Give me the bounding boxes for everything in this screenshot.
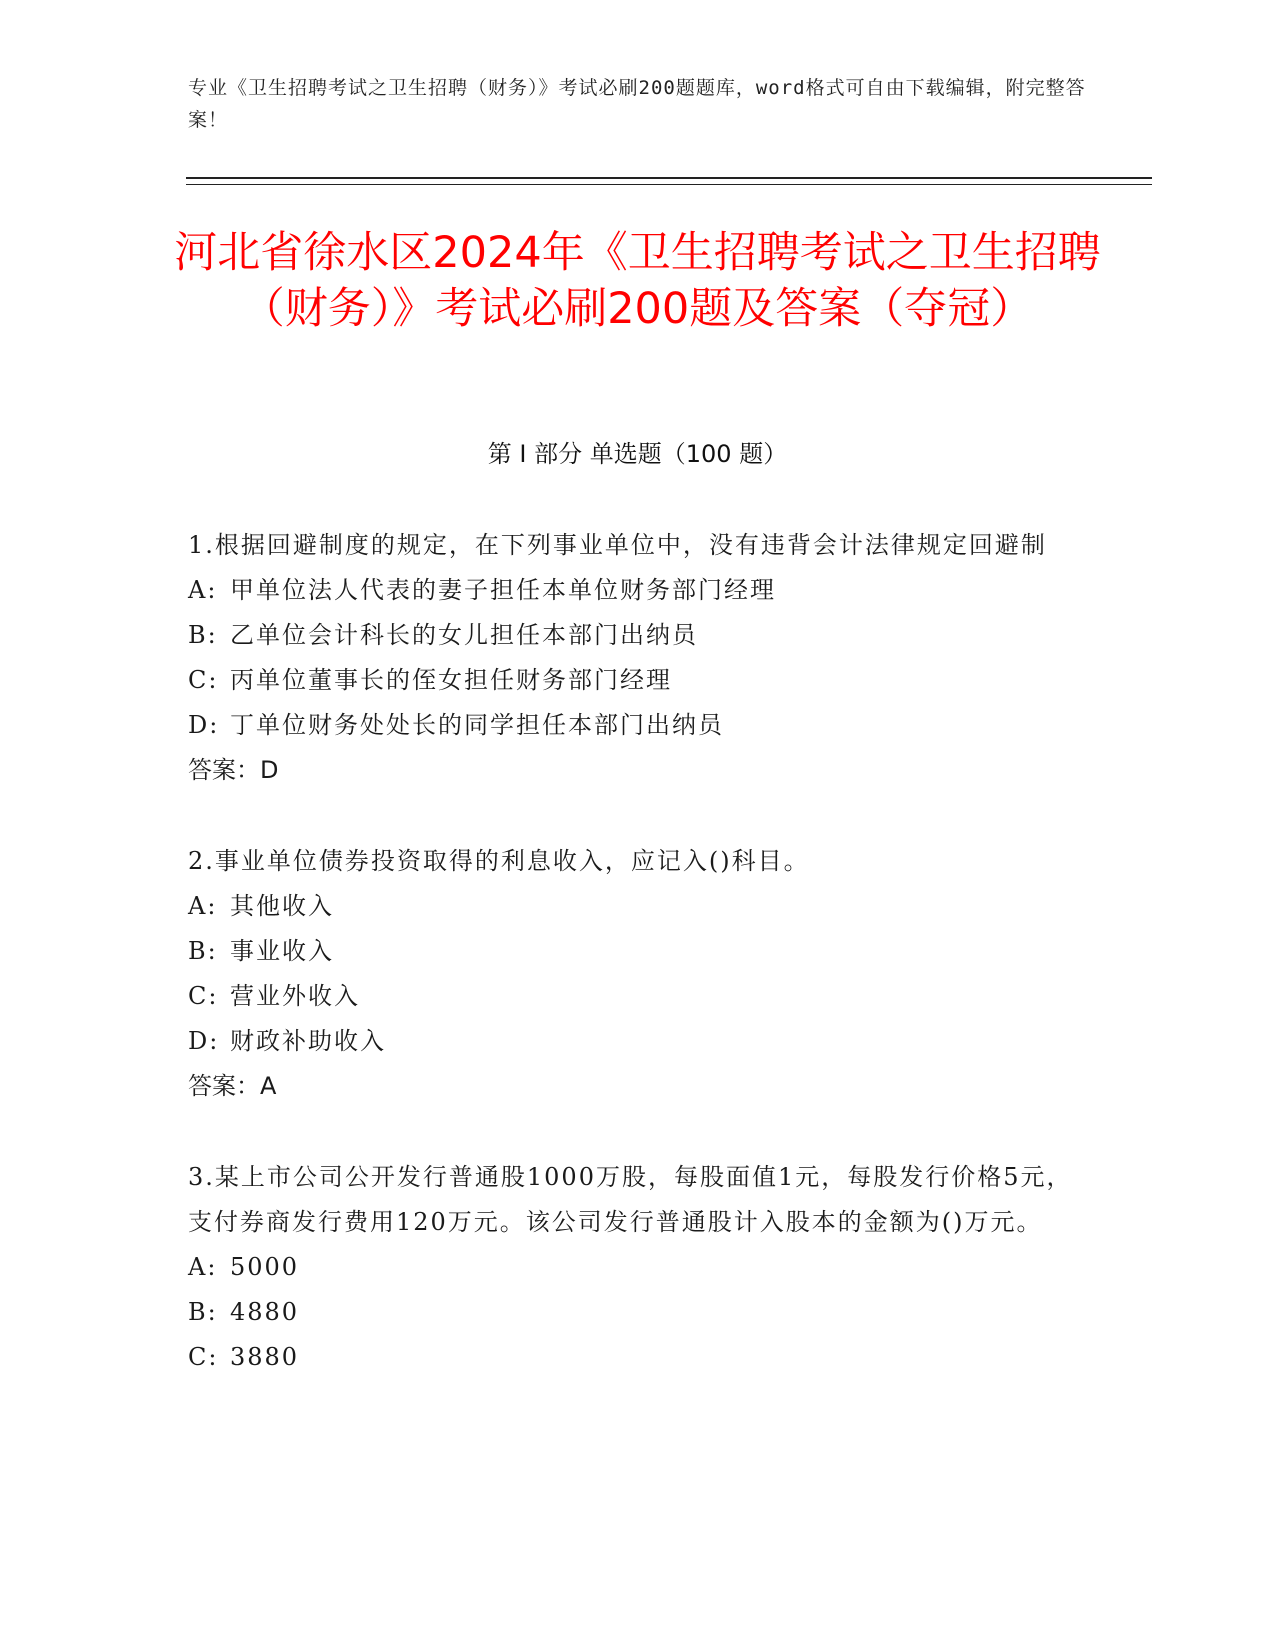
option-letter: C: <box>188 1343 219 1371</box>
question-stem: 1.根据回避制度的规定，在下列事业单位中，没有违背会计法律规定回避制 <box>188 531 1047 559</box>
option-text: 4880 <box>230 1298 300 1326</box>
option-a <box>188 884 1088 929</box>
option-letter: A: <box>188 1253 218 1281</box>
option-text: 丙单位董事长的侄女担任财务部门经理 <box>230 666 672 694</box>
option-text: 5000 <box>230 1253 300 1281</box>
option-b <box>188 929 1088 974</box>
option-text: 丁单位财务处处长的同学担任本部门出纳员 <box>230 711 724 739</box>
option-letter: B: <box>188 1298 218 1326</box>
option-letter: A: <box>188 892 218 920</box>
option-letter: D: <box>188 711 220 739</box>
option-d <box>188 1019 1088 1064</box>
option-a <box>188 568 1088 613</box>
option-c <box>188 1335 1088 1380</box>
option-text: 营业外收入 <box>230 982 360 1010</box>
answer: 答案：D <box>188 756 279 784</box>
answer: 答案：A <box>188 1072 277 1100</box>
section-heading: 第 I 部分 单选题（100 题） <box>487 440 788 468</box>
question-2 <box>188 839 1088 1109</box>
question-stem: 2.事业单位债券投资取得的利息收入，应记入()科目。 <box>188 847 810 875</box>
option-c <box>188 974 1088 1019</box>
option-text: 事业收入 <box>230 937 334 965</box>
option-letter: C: <box>188 666 219 694</box>
document-title: 河北省徐水区2024年《卫生招聘考试之卫生招聘（财务）》考试必刷200题及答案（夺冠） <box>174 228 1101 334</box>
header-note: 专业《卫生招聘考试之卫生招聘（财务）》考试必刷200题题库，word格式可自由下载编辑，附完整答案！ <box>188 77 1086 131</box>
option-text: 其他收入 <box>230 892 334 920</box>
option-a <box>188 1245 1088 1290</box>
option-letter: D: <box>188 1027 220 1055</box>
option-b <box>188 1290 1088 1335</box>
question-stem: 3.某上市公司公开发行普通股1000万股，每股面值1元，每股发行价格5元，支付券商发行费用120万元。该公司发行普通股计入股本的金额为()万元。 <box>188 1163 1073 1236</box>
option-text: 3880 <box>230 1343 300 1371</box>
header-rule-thin <box>186 184 1152 185</box>
option-text: 财政补助收入 <box>230 1027 386 1055</box>
option-letter: A: <box>188 576 218 604</box>
option-c <box>188 658 1088 703</box>
header-rule-thick <box>186 177 1152 179</box>
option-d <box>188 703 1088 748</box>
question-3 <box>188 1155 1088 1380</box>
option-letter: B: <box>188 937 218 965</box>
option-text: 甲单位法人代表的妻子担任本单位财务部门经理 <box>230 576 776 604</box>
option-b <box>188 613 1088 658</box>
question-1 <box>188 523 1088 793</box>
option-letter: B: <box>188 621 218 649</box>
question-list <box>188 523 1088 1426</box>
option-text: 乙单位会计科长的女儿担任本部门出纳员 <box>230 621 698 649</box>
option-letter: C: <box>188 982 219 1010</box>
